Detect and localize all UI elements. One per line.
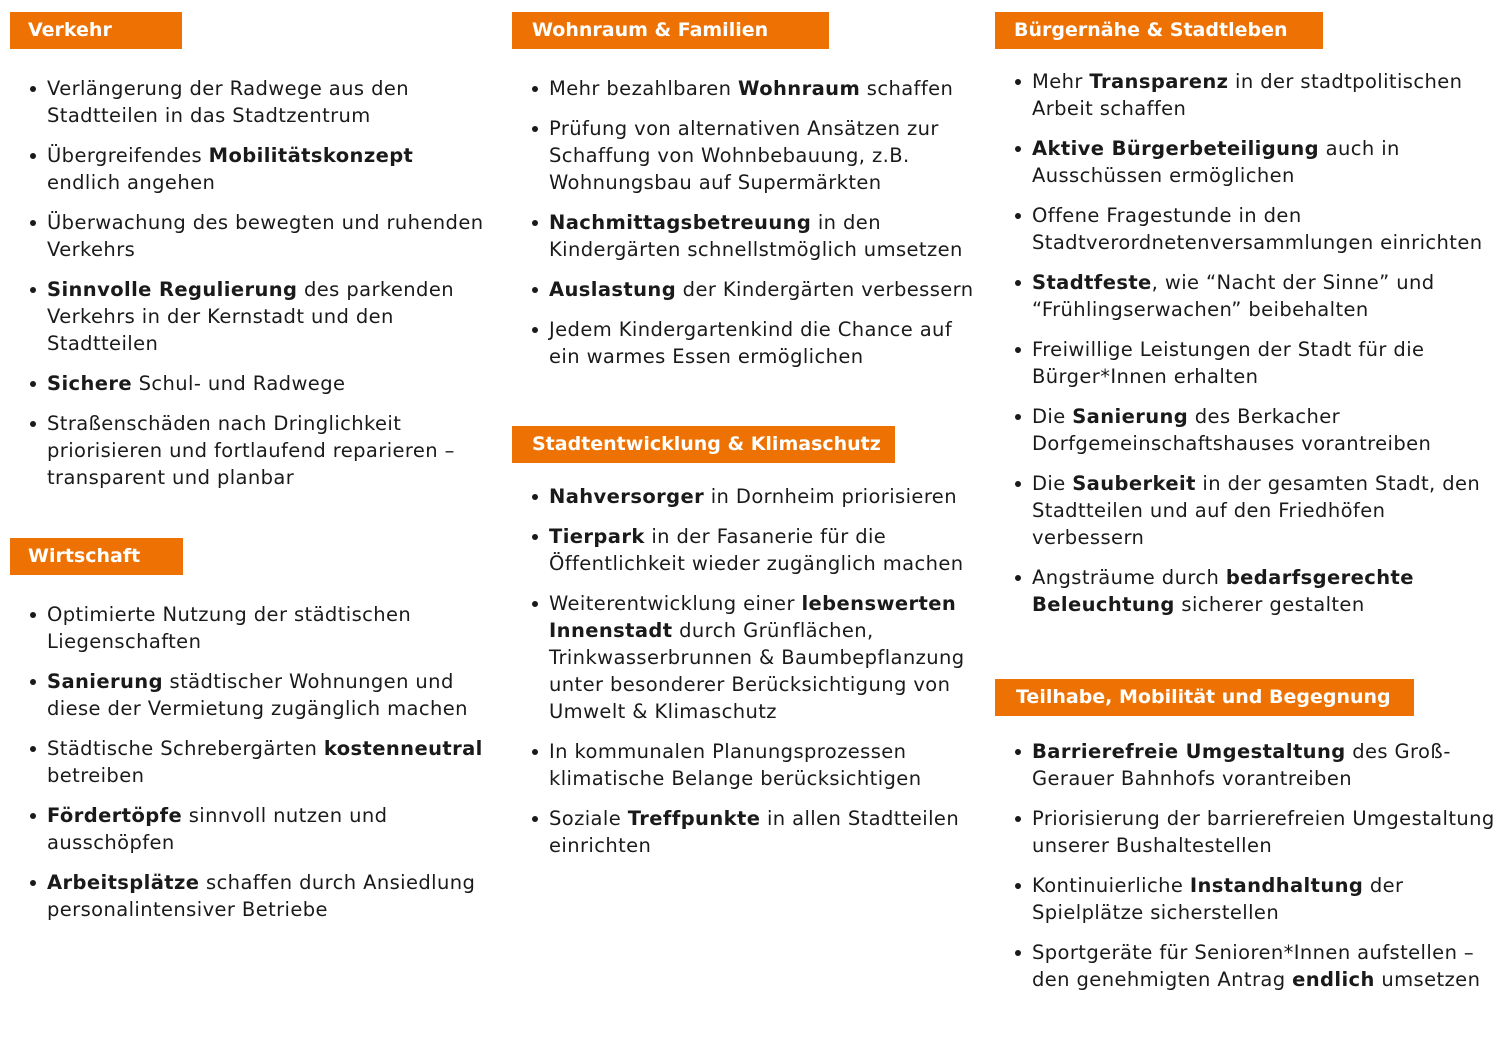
list-item [995,939,1495,993]
emphasis-text: Nahversorger [549,485,705,508]
item-text: schaffen [860,77,954,100]
section-heading-stadtentwicklung: Stadtentwicklung & Klimaschutz [512,426,895,463]
list-item [10,869,490,923]
bullet-list-wohnraum [512,75,987,370]
item-text: endlich angehen [47,171,216,194]
list-item [995,336,1495,390]
list-item [512,805,987,859]
section-heading-buergernaehe: Bürgernähe & Stadtleben [995,12,1323,49]
item-text: Prüfung von alternativen Ansätzen zur Schaffung von Wohnbebauung, z.B. Wohnungsbau auf Supermärkten [549,117,939,194]
list-item [10,802,490,856]
item-text: Offene Fragestunde in den Stadtverordnetenversammlungen einrichten [1032,204,1483,254]
item-text: Die [1032,405,1073,428]
section-wirtschaft [10,538,490,936]
emphasis-text: Sichere [47,372,133,395]
section-heading-wirtschaft: Wirtschaft [10,538,183,575]
section-teilhabe [995,679,1495,1006]
list-item [512,523,987,577]
emphasis-text: Sanierung [47,670,163,693]
list-item [10,209,490,263]
list-item [512,115,987,196]
item-text: des Groß-Gerauer Bahnhofs vorantreiben [1032,740,1451,790]
emphasis-text: Stadtfeste [1032,271,1152,294]
item-text: umsetzen [1374,968,1481,991]
item-text: Straßenschäden nach Dringlichkeit priorisieren und fortlaufend reparieren – transparent und planbar [47,412,455,489]
item-text: in den Kindergärten schnellstmöglich umsetzen [549,211,963,261]
item-text: in Dornheim priorisieren [704,485,957,508]
emphasis-text: Treffpunkte [627,807,761,830]
item-text: der Spielplätze sicherstellen [1032,874,1404,924]
section-stadtentwicklung [512,426,987,872]
item-text: Schul- und Radwege [132,372,346,395]
list-item [995,470,1495,551]
list-item [995,135,1495,189]
emphasis-text: Transparenz [1089,70,1229,93]
list-item [10,276,490,357]
emphasis-text: Aktive Bürgerbeteiligung [1032,137,1320,160]
list-item [995,872,1495,926]
section-verkehr [10,12,490,504]
item-text: Sportgeräte für Senioren*Innen aufstellen – den genehmigten Antrag [1032,941,1475,991]
item-text: städtischer Wohnungen und diese der Vermietung zugänglich machen [47,670,468,720]
list-item [10,370,490,397]
item-text: Soziale [549,807,628,830]
item-text: Mehr [1032,70,1090,93]
item-text: Kontinuierliche [1032,874,1190,897]
item-text: sinnvoll nutzen und ausschöpfen [47,804,388,854]
item-text: In kommunalen Planungsprozessen klimatische Belange berücksichtigen [549,740,922,790]
emphasis-text: Sinnvolle Regulierung [47,278,298,301]
emphasis-text: Nachmittagsbetreuung [549,211,812,234]
list-item [995,202,1495,256]
emphasis-text: Auslastung [549,278,677,301]
item-text: durch Grünflächen, Trinkwasserbrunnen & Baumbepflanzung unter besonderer Berücksichtigung von Umwelt & Klimaschutz [549,619,965,723]
section-wohnraum [512,12,987,383]
item-text: , wie “Nacht der Sinne” und “Frühlingserwachen” beibehalten [1032,271,1435,321]
item-text: Verlängerung der Radwege aus den Stadtteilen in das Stadtzentrum [47,77,410,127]
list-item [10,668,490,722]
item-text: Städtische Schrebergärten [47,737,324,760]
emphasis-text: endlich [1292,968,1375,991]
item-text: auch in Ausschüssen ermöglichen [1032,137,1400,187]
emphasis-text: lebenswerten Innenstadt [549,592,957,642]
bullet-list-stadtentwicklung [512,483,987,859]
bullet-list-buergernaehe [995,68,1495,618]
item-text: Optimierte Nutzung der städtischen Liegenschaften [47,603,412,653]
item-text: sicherer gestalten [1174,593,1365,616]
list-item [995,805,1495,859]
item-text: Die [1032,472,1073,495]
item-text: in der gesamten Stadt, den Stadtteilen und auf den Friedhöfen verbessern [1032,472,1481,549]
item-text: in der Fasanerie für die Öffentlichkeit wieder zugänglich machen [549,525,964,575]
bullet-list-wirtschaft [10,601,490,923]
list-item [512,75,987,102]
list-item [995,68,1495,122]
list-item [512,209,987,263]
section-heading-wohnraum: Wohnraum & Familien [512,12,829,49]
item-text: der Kindergärten verbessern [676,278,974,301]
section-heading-teilhabe: Teilhabe, Mobilität und Begegnung [995,679,1414,716]
emphasis-text: Arbeitsplätze [47,871,200,894]
emphasis-text: Sanierung [1072,405,1189,428]
emphasis-text: Wohnraum [738,77,861,100]
emphasis-text: Tierpark [549,525,645,548]
list-item [10,142,490,196]
emphasis-text: Fördertöpfe [47,804,183,827]
item-text: des Berkacher Dorfgemeinschaftshauses vorantreiben [1032,405,1432,455]
list-item [512,738,987,792]
section-heading-verkehr: Verkehr [10,12,182,49]
item-text: Priorisierung der barrierefreien Umgestaltung unserer Bushaltestellen [1032,807,1495,857]
bullet-list-teilhabe [995,738,1495,993]
list-item [512,316,987,370]
section-buergernaehe [995,12,1495,631]
item-text: Weiterentwicklung einer [549,592,802,615]
emphasis-text: Barrierefreie Umgestaltung [1032,740,1346,763]
item-text: des parkenden Verkehrs in der Kernstadt und den Stadtteilen [47,278,454,355]
list-item [512,590,987,725]
bullet-list-verkehr [10,75,490,491]
list-item [10,601,490,655]
list-item [995,269,1495,323]
list-item [10,410,490,491]
list-item [10,75,490,129]
list-item [512,276,987,303]
emphasis-text: Sauberkeit [1072,472,1196,495]
item-text: in allen Stadtteilen einrichten [549,807,960,857]
item-text: Mehr bezahlbaren [549,77,739,100]
item-text: betreiben [47,764,145,787]
item-text: Übergreifendes [47,144,209,167]
emphasis-text: Instandhaltung [1189,874,1364,897]
emphasis-text: kostenneutral [323,737,483,760]
item-text: Freiwillige Leistungen der Stadt für die Bürger*Innen erhalten [1032,338,1425,388]
item-text: Überwachung des bewegten und ruhenden Verkehrs [47,211,484,261]
emphasis-text: Mobilitätskonzept [208,144,414,167]
list-item [995,403,1495,457]
item-text: in der stadtpolitischen Arbeit schaffen [1032,70,1463,120]
list-item [512,483,987,510]
item-text: Angsträume durch [1032,566,1226,589]
list-item [995,564,1495,618]
item-text: Jedem Kindergartenkind die Chance auf ein warmes Essen ermöglichen [549,318,953,368]
list-item [995,738,1495,792]
emphasis-text: bedarfsgerechte Beleuchtung [1032,566,1414,616]
list-item [10,735,490,789]
item-text: schaffen durch Ansiedlung personalintensiver Betriebe [47,871,476,921]
